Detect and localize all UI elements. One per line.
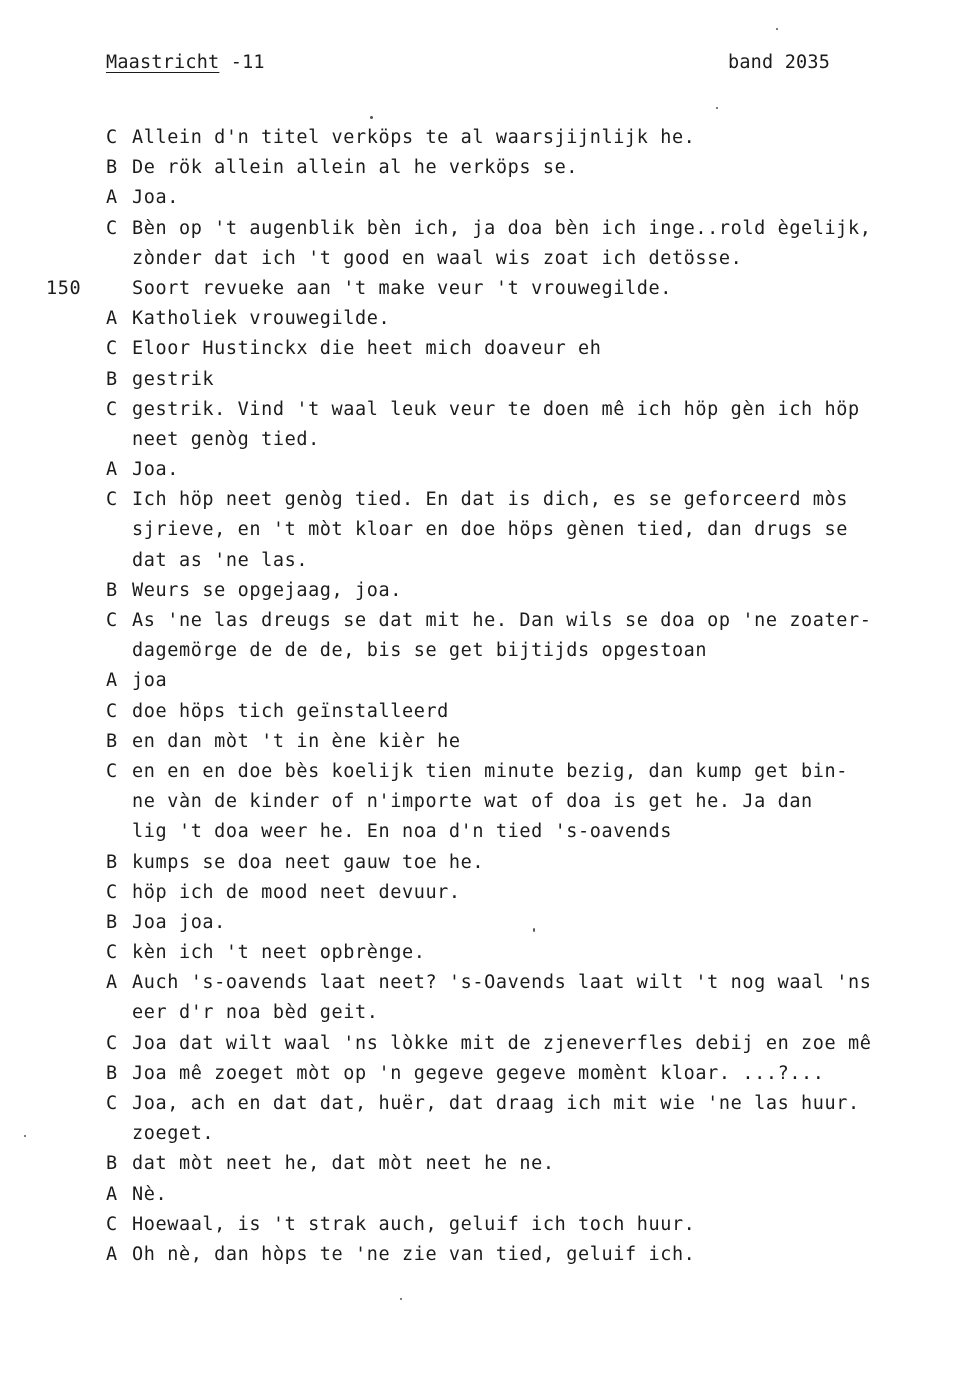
header-title-underlined: Maastricht bbox=[106, 52, 220, 73]
transcript-line bbox=[0, 334, 973, 364]
utterance-text: ne vàn de kinder of n'importe wat of doa is get he. Ja dan bbox=[132, 791, 813, 813]
speaker-label: C bbox=[106, 1093, 118, 1114]
transcript-line bbox=[0, 485, 973, 515]
utterance-text: en dan mòt 't in ène kièr he bbox=[132, 730, 461, 752]
transcript-line bbox=[0, 1089, 973, 1119]
speaker-label: C bbox=[106, 881, 118, 903]
transcript-line bbox=[0, 515, 973, 545]
utterance-text: Auch 's-oavends laat neet? 's-Oavends laat wilt 't nog waal 'ns bbox=[132, 972, 872, 994]
utterance-text: Soort revueke aan 't make veur 't vrouwegilde. bbox=[132, 277, 672, 299]
transcript-line bbox=[0, 878, 973, 908]
speaker-label: B bbox=[106, 1153, 118, 1175]
utterance-text: höp ich de mood neet devuur. bbox=[132, 881, 461, 903]
speaker-label: B bbox=[106, 911, 118, 933]
utterance-text: Joa mê zoeget mòt op 'n gegeve gegeve momènt kloar. ...?... bbox=[132, 1062, 825, 1084]
utterance-text: kumps se doa neet gauw toe he. bbox=[132, 851, 485, 873]
speaker-label: C bbox=[106, 217, 118, 239]
header-title-suffix: -11 bbox=[219, 52, 265, 73]
speaker-label: A bbox=[106, 1183, 118, 1205]
transcript-line bbox=[0, 244, 973, 274]
paper-speck bbox=[716, 107, 718, 109]
utterance-text: dagemörge de de de, bis se get bijtijds opgestoan bbox=[132, 640, 708, 662]
utterance-text: dat mòt neet he, dat mòt neet he ne. bbox=[132, 1153, 555, 1175]
speaker-label: C bbox=[106, 1213, 118, 1235]
utterance-text: Katholiek vrouwegilde. bbox=[132, 308, 391, 330]
utterance-text: Hoewaal, is 't strak auch, geluif ich toch huur. bbox=[132, 1213, 696, 1235]
speaker-label: C bbox=[106, 489, 118, 511]
transcript-line bbox=[0, 817, 973, 847]
utterance-text: Ich höp neet genòg tied. En dat is dich, es se geforceerd mòs bbox=[132, 489, 849, 511]
speaker-label: C bbox=[106, 942, 118, 964]
speaker-label: B bbox=[106, 851, 118, 873]
utterance-text: joa bbox=[132, 670, 168, 692]
speaker-label: A bbox=[106, 459, 118, 481]
utterance-text: Weurs se opgejaag, joa. bbox=[132, 579, 402, 601]
transcript-line bbox=[0, 968, 973, 998]
paper-speck bbox=[370, 116, 373, 119]
transcript-line bbox=[0, 274, 973, 304]
speaker-label: C bbox=[106, 700, 118, 722]
utterance-text: dat as 'ne las. bbox=[132, 549, 309, 571]
page-header-title bbox=[106, 52, 265, 73]
transcript-line bbox=[0, 1210, 973, 1240]
transcript-line bbox=[0, 1059, 973, 1089]
speaker-label: B bbox=[106, 579, 118, 601]
speaker-label: B bbox=[106, 730, 118, 752]
transcript-line bbox=[0, 123, 973, 153]
transcript-line bbox=[0, 1240, 973, 1270]
speaker-label: A bbox=[106, 308, 118, 330]
transcript-line bbox=[0, 697, 973, 727]
transcript-line bbox=[0, 395, 973, 425]
utterance-text: zoeget. bbox=[132, 1123, 215, 1145]
line-number: 150 bbox=[46, 277, 82, 299]
transcript-line bbox=[0, 787, 973, 817]
utterance-text: sjrieve, en 't mòt kloar en doe höps gènen tied, dan drugs se bbox=[132, 519, 849, 541]
transcript-line bbox=[0, 1149, 973, 1179]
transcript-line bbox=[0, 546, 973, 576]
utterance-text: Oh nè, dan hòps te 'ne zie van tied, geluif ich. bbox=[132, 1243, 696, 1265]
speaker-label: C bbox=[106, 610, 118, 631]
utterance-text: Joa, ach en dat dat, huër, dat draag ich mit wie 'ne las huur. bbox=[132, 1093, 860, 1114]
transcript-line bbox=[0, 1180, 973, 1210]
paper-speck bbox=[776, 28, 778, 30]
utterance-text: neet genòg tied. bbox=[132, 428, 320, 450]
paper-speck bbox=[24, 1135, 26, 1137]
transcript-line bbox=[0, 183, 973, 213]
speaker-label: B bbox=[106, 157, 118, 179]
speaker-label: A bbox=[106, 187, 118, 209]
speaker-label: C bbox=[106, 338, 118, 360]
transcript-line bbox=[0, 848, 973, 878]
transcript-line bbox=[0, 606, 973, 636]
transcript-line bbox=[0, 636, 973, 666]
transcript-line bbox=[0, 576, 973, 606]
transcript-line bbox=[0, 365, 973, 395]
paper-speck bbox=[533, 928, 535, 932]
transcript-line bbox=[0, 1119, 973, 1149]
utterance-text: As 'ne las dreugs se dat mit he. Dan wils se doa op 'ne zoater- bbox=[132, 610, 872, 631]
transcript-line bbox=[0, 908, 973, 938]
utterance-text: lig 't doa weer he. En noa d'n tied 's-oavends bbox=[132, 821, 672, 843]
transcript-line bbox=[0, 153, 973, 183]
transcript-line bbox=[0, 1029, 973, 1059]
transcript-line bbox=[0, 727, 973, 757]
utterance-text: Joa. bbox=[132, 459, 179, 481]
speaker-label: A bbox=[106, 972, 118, 994]
utterance-text: zònder dat ich 't good en waal wis zoat ich detösse. bbox=[132, 247, 743, 269]
transcript-line bbox=[0, 455, 973, 485]
transcript-line bbox=[0, 998, 973, 1028]
paper-speck bbox=[400, 1298, 402, 1300]
utterance-text: kèn ich 't neet opbrènge. bbox=[132, 942, 426, 964]
transcript-line bbox=[0, 938, 973, 968]
transcript-line bbox=[0, 214, 973, 244]
utterance-text: De rök allein allein al he verköps se. bbox=[132, 157, 579, 179]
utterance-text: eer d'r noa bèd geit. bbox=[132, 1002, 379, 1024]
transcript-line bbox=[0, 304, 973, 334]
transcript-line bbox=[0, 425, 973, 455]
utterance-text: Joa dat wilt waal 'ns lòkke mit de zjeneverfles debij en zoe mê bbox=[132, 1032, 872, 1054]
speaker-label: C bbox=[106, 398, 118, 420]
speaker-label: C bbox=[106, 127, 118, 148]
page-header-band: band 2035 bbox=[728, 52, 831, 73]
speaker-label: C bbox=[106, 1032, 118, 1054]
speaker-label: B bbox=[106, 368, 118, 390]
speaker-label: C bbox=[106, 760, 118, 782]
utterance-text: Joa joa. bbox=[132, 911, 226, 933]
utterance-text: doe höps tich geïnstalleerd bbox=[132, 700, 449, 722]
utterance-text: Joa. bbox=[132, 187, 179, 209]
utterance-text: Nè. bbox=[132, 1183, 168, 1205]
utterance-text: Eloor Hustinckx die heet mich doaveur eh bbox=[132, 338, 602, 360]
utterance-text: gestrik bbox=[132, 368, 215, 390]
speaker-label: A bbox=[106, 670, 118, 692]
transcript-lines bbox=[0, 123, 973, 1270]
speaker-label: A bbox=[106, 1243, 118, 1265]
utterance-text: Bèn op 't augenblik bèn ich, ja doa bèn ich inge..rold ègelijk, bbox=[132, 217, 872, 239]
transcript-line bbox=[0, 666, 973, 696]
utterance-text: en en en doe bès koelijk tien minute bezig, dan kump get bin- bbox=[132, 760, 849, 782]
speaker-label: B bbox=[106, 1062, 118, 1084]
transcript-line bbox=[0, 757, 973, 787]
utterance-text: gestrik. Vind 't waal leuk veur te doen mê ich höp gèn ich höp bbox=[132, 398, 860, 420]
utterance-text: Allein d'n titel verköps te al waarsjijnlijk he. bbox=[132, 127, 696, 148]
